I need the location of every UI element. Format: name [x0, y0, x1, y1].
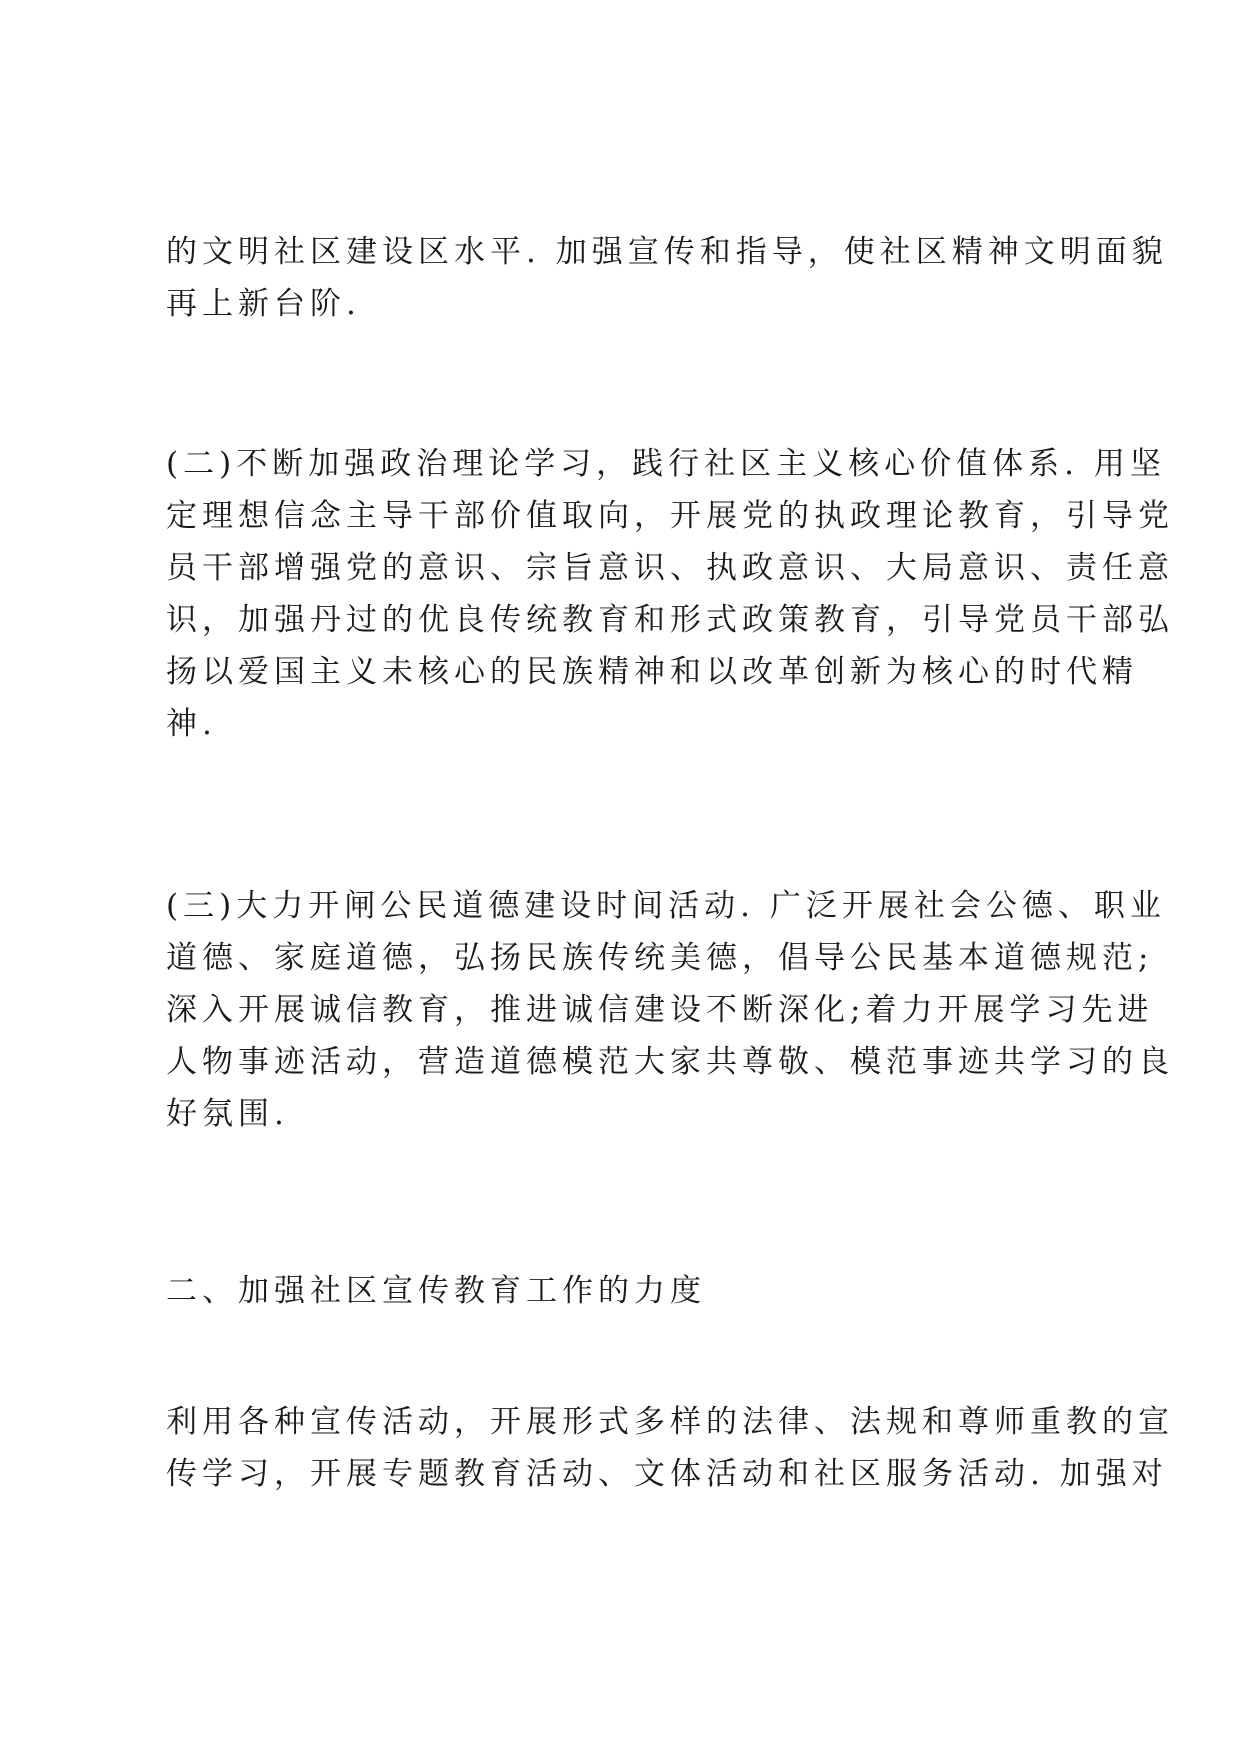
- paragraph-1: [166, 226, 1168, 330]
- paragraph-2-line-1: (二)不断加强政治理论学习，践行社区主义核心价值体系. 用坚: [166, 446, 1166, 482]
- paragraph-3-line-5: 好氛围.: [166, 1096, 289, 1132]
- paragraph-1-line-1: 的文明社区建设区水平. 加强宣传和指导，使社区精神文明面貌: [166, 234, 1168, 270]
- section-heading-2: [166, 1265, 1096, 1317]
- paragraph-2-line-4: 识，加强丹过的优良传统教育和形式政策教育，引导党员干部弘: [166, 602, 1174, 638]
- paragraph-3-line-2: 道德、家庭道德，弘扬民族传统美德，倡导公民基本道德规范;: [166, 940, 1154, 976]
- paragraph-2-line-6: 神.: [166, 706, 217, 742]
- paragraph-3-line-3: 深入开展诚信教育，推进诚信建设不断深化;着力开展学习先进: [166, 992, 1154, 1028]
- paragraph-4-line-2: 传学习，开展专题教育活动、文体活动和社区服务活动. 加强对: [166, 1456, 1168, 1492]
- paragraph-2: [166, 438, 1174, 750]
- paragraph-2-line-3: 员干部增强党的意识、宗旨意识、执政意识、大局意识、责任意: [166, 550, 1174, 586]
- paragraph-3-line-1: (三)大力开闸公民道德建设时间活动. 广泛开展社会公德、职业: [166, 888, 1166, 924]
- paragraph-4-line-1: 利用各种宣传活动，开展形式多样的法律、法规和尊师重教的宣: [166, 1404, 1174, 1440]
- paragraph-3: [166, 880, 1174, 1140]
- paragraph-1-line-2: 再上新台阶.: [166, 286, 361, 322]
- paragraph-4: [166, 1396, 1174, 1500]
- paragraph-3-line-4: 人物事迹活动，营造道德模范大家共尊敬、模范事迹共学习的良: [166, 1044, 1174, 1080]
- section-heading-2-text: 二、加强社区宣传教育工作的力度: [166, 1273, 706, 1309]
- paragraph-2-line-2: 定理想信念主导干部价值取向，开展党的执政理论教育，引导党: [166, 498, 1174, 534]
- paragraph-2-line-5: 扬以爱国主义未核心的民族精神和以改革创新为核心的时代精: [166, 654, 1138, 690]
